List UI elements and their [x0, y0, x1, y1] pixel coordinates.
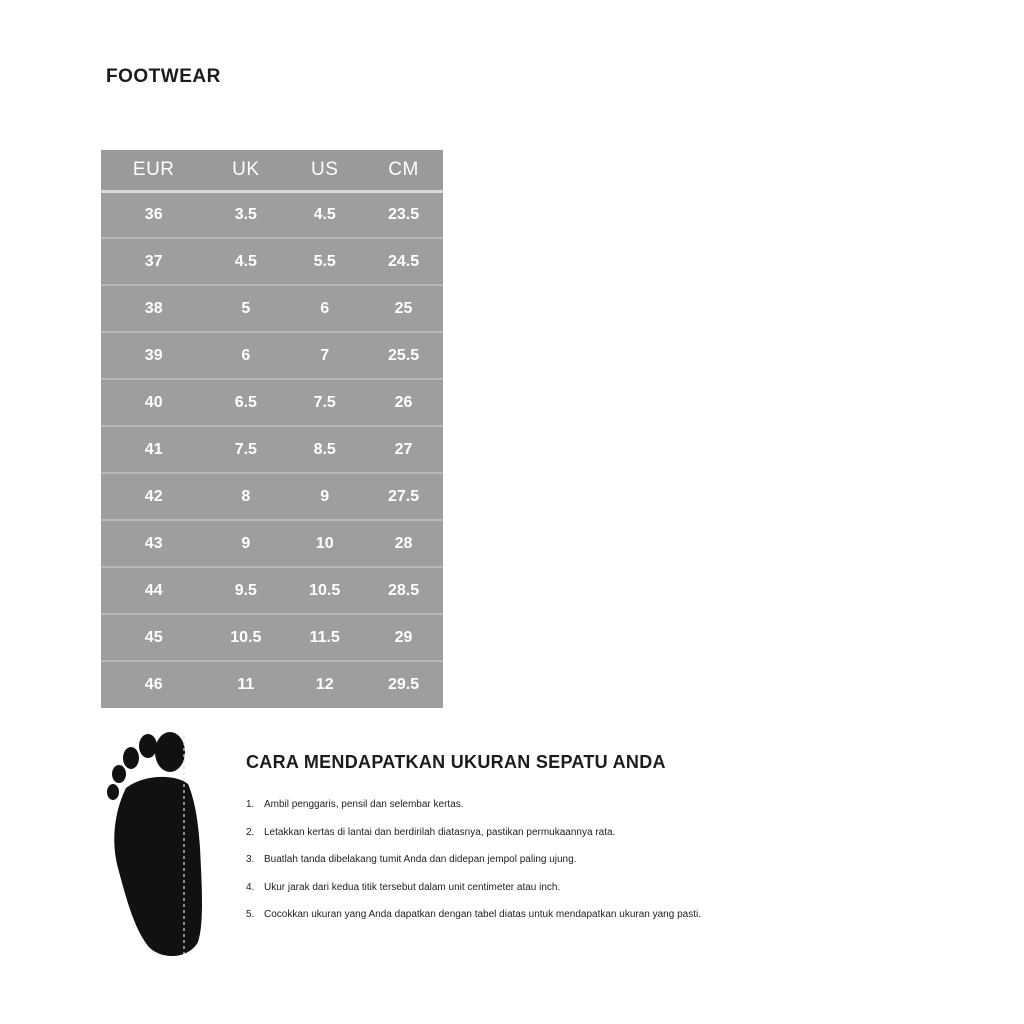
cell-uk: 6	[206, 332, 285, 379]
table-header-row	[101, 150, 443, 191]
cell-eur: 39	[101, 332, 206, 379]
size-chart-table	[101, 150, 443, 708]
table-row	[101, 567, 443, 614]
cell-cm: 26	[364, 379, 443, 426]
cell-us: 9	[285, 473, 364, 520]
step-text: Cocokkan ukuran yang Anda dapatkan dengan tabel diatas untuk mendapatkan ukuran yang pasti.	[264, 909, 701, 921]
step-number: 1.	[246, 799, 255, 811]
column-header-cm: CM	[364, 150, 443, 191]
cell-uk: 11	[206, 661, 285, 708]
instructions-steps	[246, 791, 846, 929]
cell-us: 7	[285, 332, 364, 379]
table-row	[101, 614, 443, 661]
step-text: Ukur jarak dari kedua titik tersebut dalam unit centimeter atau inch.	[264, 881, 561, 893]
cell-us: 10.5	[285, 567, 364, 614]
column-header-eur: EUR	[101, 150, 206, 191]
cell-cm: 23.5	[387, 205, 420, 223]
step-text: Ambil penggaris, pensil dan selembar kertas.	[264, 799, 464, 811]
cell-eur: 37	[101, 238, 206, 285]
list-item	[246, 819, 846, 847]
cell-eur: 45	[101, 614, 206, 661]
cell-cm: 25.5	[364, 332, 443, 379]
cell-us: 12	[285, 661, 364, 708]
cell-uk: 6.5	[206, 379, 285, 426]
cell-us: 11.5	[285, 614, 364, 661]
cell-uk: 5	[206, 285, 285, 332]
cell-us: 10	[285, 520, 364, 567]
table-row	[101, 285, 443, 332]
step-text: Buatlah tanda dibelakang tumit Anda dan didepan jempol paling ujung.	[264, 854, 577, 866]
table-row	[101, 379, 443, 426]
cell-cm: 28	[364, 520, 443, 567]
cell-cm: 28.5	[364, 567, 443, 614]
cell-cm: 29.5	[364, 661, 443, 708]
step-number: 3.	[246, 854, 255, 866]
table-row	[101, 426, 443, 473]
table-row	[101, 191, 443, 238]
foot-silhouette-icon	[104, 728, 206, 960]
table-row	[101, 332, 443, 379]
cell-us: 7.5	[285, 379, 364, 426]
step-number: 2.	[246, 826, 255, 838]
cell-uk: 8	[206, 473, 285, 520]
column-header-us: US	[285, 150, 364, 191]
cell-uk: 3.5	[234, 205, 257, 223]
cell-cm: 24.5	[364, 238, 443, 285]
cell-eur: 40	[101, 379, 206, 426]
cell-us: 4.5	[313, 205, 336, 223]
cell-cm: 29	[364, 614, 443, 661]
cell-cm: 27.5	[364, 473, 443, 520]
cell-uk: 10.5	[206, 614, 285, 661]
table-row	[101, 661, 443, 708]
cell-eur: 42	[101, 473, 206, 520]
cell-us: 6	[285, 285, 364, 332]
instructions-section	[246, 752, 846, 929]
cell-eur: 46	[101, 661, 206, 708]
cell-uk: 7.5	[206, 426, 285, 473]
instructions-title: CARA MENDAPATKAN UKURAN SEPATU ANDA	[246, 752, 666, 772]
cell-cm: 25	[364, 285, 443, 332]
cell-us: 8.5	[285, 426, 364, 473]
cell-uk: 4.5	[206, 238, 285, 285]
cell-eur: 41	[101, 426, 206, 473]
cell-eur: 44	[101, 567, 206, 614]
step-number: 5.	[246, 909, 255, 921]
page-title: FOOTWEAR	[106, 66, 221, 87]
list-item	[246, 901, 846, 929]
cell-eur: 36	[144, 205, 163, 223]
cell-eur: 38	[101, 285, 206, 332]
table-row	[101, 520, 443, 567]
list-item	[246, 846, 846, 874]
table-row	[101, 238, 443, 285]
cell-eur: 43	[101, 520, 206, 567]
list-item	[246, 874, 846, 902]
step-text: Letakkan kertas di lantai dan berdirilah diatasnya, pastikan permukaannya rata.	[264, 826, 616, 838]
cell-uk: 9.5	[206, 567, 285, 614]
cell-us: 5.5	[285, 238, 364, 285]
column-header-uk: UK	[206, 150, 285, 191]
cell-uk: 9	[206, 520, 285, 567]
list-item	[246, 791, 846, 819]
cell-cm: 27	[364, 426, 443, 473]
table-row	[101, 473, 443, 520]
step-number: 4.	[246, 881, 255, 893]
